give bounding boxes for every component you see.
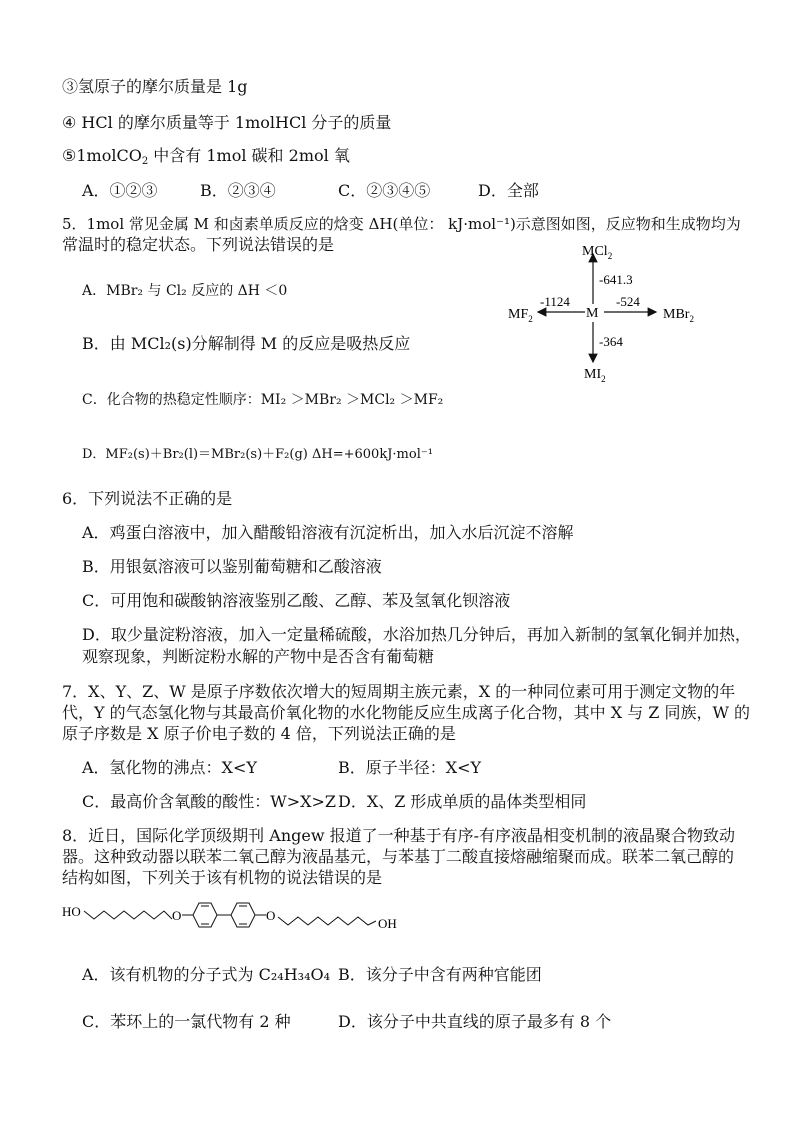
q7-stem-line3: 原子序数是 X 原子价电子数的 4 倍，下列说法正确的是 [62,724,456,743]
statement-5-subscript: 2 [141,156,149,167]
q5-stem-line1: 5．1mol 常见金属 M 和卤素单质反应的焓变 ΔH(单位： kJ·mol⁻¹)示意图如图，反应物和生成物均为 [62,215,741,233]
statement-3: ③氢原子的摩尔质量是 1g [62,77,248,96]
q8-option-b[interactable]: B．该分子中含有两种官能团 [338,965,542,984]
q6-option-d-line2: 观察现象，判断淀粉水解的产物中是否含有葡萄糖 [82,647,435,666]
label-top: MCl$_2$ [582,244,613,261]
statement-5-text-rest: 中含有 1mol 碳和 2mol 氧 [148,146,350,165]
q5-stem-line2: 常温时的稳定状态。下列说法错误的是 [62,235,335,254]
value-left: -1124 [540,294,570,309]
option-c[interactable]: C．②③④⑤ [338,181,431,200]
label-bottom: $MI_2$ [584,367,606,384]
oxygen-2-label: O [266,908,276,923]
statement-4: ④ HCl 的摩尔质量等于 1molHCl 分子的质量 [62,113,392,132]
option-d[interactable]: D．全部 [478,181,539,200]
oh-right-label: OH [378,916,397,931]
value-right: -524 [616,294,640,309]
q8-option-a[interactable]: A．该有机物的分子式为 C₂₄H₃₄O₄ [82,965,331,984]
value-top: -641.3 [599,272,633,287]
q8-stem-line3: 结构如图，下列关于该有机物的说法错误的是 [62,868,383,887]
q5-option-a[interactable]: A．MBr₂ 与 Cl₂ 反应的 ΔH ＜0 [82,283,288,299]
oxygen-1-label: O [172,908,182,923]
center-m: M [586,306,599,321]
ho-left-label: HO [62,904,81,919]
q7-option-b[interactable]: B．原子半径：X<Y [338,758,482,777]
q8-option-c[interactable]: C．苯环上的一氯代物有 2 种 [82,1012,291,1031]
q6-option-d-line1[interactable]: D．取少量淀粉溶液，加入一定量稀硫酸，水浴加热几分钟后，再加入新制的氢氧化铜并加热， [82,625,751,644]
q7-stem-line1: 7．X、Y、Z、W 是原子序数依次增大的短周期主族元素，X 的一种同位素可用于测定文物的年 [62,682,736,701]
q7-option-d[interactable]: D．X、Z 形成单质的晶体类型相同 [338,792,587,811]
enthalpy-diagram [500,238,710,388]
option-b[interactable]: B．②③④ [200,181,276,200]
label-right: MBr$_2$ [663,307,694,324]
value-bottom: -364 [599,334,623,349]
molecule-structure [58,893,428,943]
q6-stem: 6．下列说法不正确的是 [62,489,233,508]
q8-stem-line2: 器。这种致动器以联苯二氧己醇为液晶基元，与苯基丁二酸直接熔融缩聚而成。联苯二氧己醇的 [62,847,735,866]
q6-option-a[interactable]: A．鸡蛋白溶液中，加入醋酸铅溶液有沉淀析出，加入水后沉淀不溶解 [82,523,574,542]
q7-option-a[interactable]: A．氢化物的沸点：X<Y [82,758,257,777]
q7-option-c[interactable]: C．最高价含氧酸的酸性：W>X>Z [82,792,337,811]
q5-option-d[interactable]: D．MF₂(s)＋Br₂(l)＝MBr₂(s)＋F₂(g) ΔH=+600kJ·mol⁻¹ [82,447,433,462]
q7-stem-line2: 代，Y 的气态氢化物与其最高价氧化物的水化物能反应生成离子化合物，其中 X 与 Z 同族，W 的 [62,703,751,722]
q5-option-b[interactable]: B．由 MCl₂(s)分解制得 M 的反应是吸热反应 [82,334,411,353]
statement-5 [62,146,350,172]
label-left: $MF_2$ [508,307,533,324]
q8-option-d[interactable]: D．该分子中共直线的原子最多有 8 个 [338,1012,612,1031]
option-a[interactable]: A．①②③ [82,181,158,200]
q6-option-c[interactable]: C．可用饱和碳酸钠溶液鉴别乙酸、乙醇、苯及氢氧化钡溶液 [82,591,511,610]
q5-option-c[interactable]: C．化合物的热稳定性顺序：MI₂ ＞MBr₂ ＞MCl₂ ＞MF₂ [82,392,444,408]
statement-5-text: ⑤1molCO [62,146,142,165]
q6-option-b[interactable]: B．用银氨溶液可以鉴别葡萄糖和乙酸溶液 [82,557,382,576]
q8-stem-line1: 8．近日，国际化学顶级期刊 Angew 报道了一种基于有序-有序液晶相变机制的液晶聚合物致动 [62,826,736,845]
